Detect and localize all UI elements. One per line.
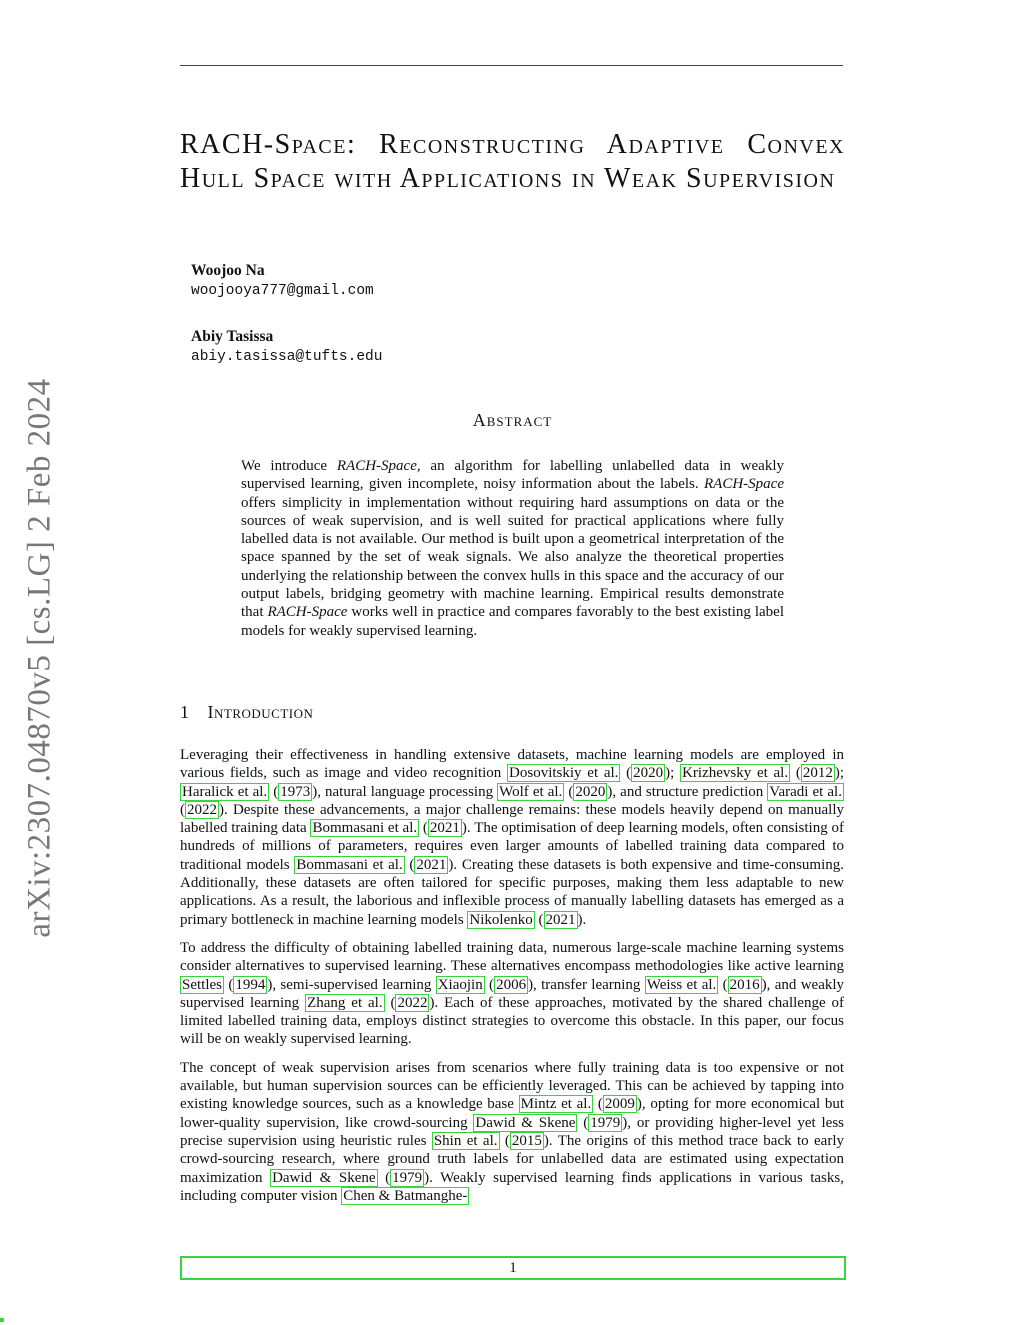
header-rule — [180, 65, 843, 66]
method-name: RACH-Space — [267, 604, 348, 621]
citation-link[interactable]: Xiaojin — [437, 976, 483, 993]
paragraph: Leveraging their effectiveness in handling extensive datasets, machine learning models are employed in various fields, such as image and video recognition Dosovitskiy et al. ( 2020 ); Krizhevsky et al. ( 2012 ); Haralick et al. ( 1973 ), natural language processing Wolf et al. ( 2020 ), and structure prediction Varadi et al. ( 2022 ). Despite these advancements, a major challenge remains: these models heavily depend on manually labelled training data Bommasani et al. ( 2021 ). The optimisation of deep learning models, often consisting of hundreds of millions of parameters, requires even larger amounts of labelled training data compared to traditional models Bommasani et al. ( 2021 ). Creating these datasets is both expensive and time-consuming. Additionally, these datasets are often tailored for specific purposes, making them less adaptable to new applications. As a result, the laborious and inflexible process of manually labelling datasets has emerged as a primary bottleneck in machine learning models Nikolenko ( 2021 ). — [180, 747, 845, 928]
citation-year-link[interactable]: 2012 — [802, 765, 833, 782]
citation-year-link[interactable]: 2022 — [397, 994, 428, 1011]
citation-link[interactable]: Krizhevsky et al. — [682, 765, 789, 782]
citation-year-link[interactable]: 2016 — [729, 976, 760, 993]
citation-year-link[interactable]: 2020 — [575, 783, 606, 800]
body-text — [180, 746, 844, 1215]
citation-link[interactable]: Settles — [182, 976, 222, 993]
citation-link[interactable]: Dawid & Skene — [475, 1114, 576, 1131]
corner-marker — [0, 1318, 4, 1322]
author-block — [191, 327, 382, 367]
citation-link[interactable]: Chen & Batmanghe- — [343, 1187, 468, 1204]
citation-link[interactable]: Shin et al. — [433, 1132, 498, 1149]
citation-link[interactable]: Varadi et al. — [769, 783, 842, 800]
method-name: RACH-Space — [704, 476, 784, 493]
citation-year-link[interactable]: 2022 — [187, 801, 217, 818]
citation-year-link[interactable]: 2021 — [416, 856, 447, 873]
author-email: woojooya777@gmail.com — [191, 283, 374, 299]
citation-link[interactable]: Bommasani et al. — [312, 820, 418, 837]
page-number-link[interactable] — [180, 1256, 846, 1280]
arxiv-side-label — [16, 377, 64, 938]
citation-link[interactable]: Weiss et al. — [646, 976, 717, 993]
abstract-text: We introduce RACH-Space, an algorithm for labelling unlabelled data in weakly supervised learning, given incomplete, noisy information about the labels. RACH-Space offers simplicity in implementation without requiring hard assumptions on data or the sources of weak supervision, and is well suited for practical applications where fully labelled data is not available. Our method is built upon a geometrical interpretation of the space spanned by the set of weak signals. We also analyze the theoretical properties underlying the relationship between the convex hulls in this space and the accuracy of our output labels, bridging geometry with machine learning. Empirical results demonstrate that RACH-Space works well in practice and compares favorably to the best existing label models for weakly supervised learning. — [241, 458, 784, 639]
author-name: Abiy Tasissa — [191, 328, 274, 345]
citation-year-link[interactable]: 2021 — [545, 911, 576, 928]
citation-year-link[interactable]: 1979 — [392, 1169, 423, 1186]
abstract-heading: Abstract — [472, 410, 553, 430]
section-heading — [180, 702, 313, 723]
section-title: Introduction — [207, 702, 314, 722]
citation-link[interactable]: Dosovitskiy et al. — [509, 765, 619, 782]
citation-year-link[interactable]: 2015 — [511, 1132, 542, 1149]
citation-link[interactable]: Nikolenko — [469, 911, 533, 928]
citation-link[interactable]: Dawid & Skene — [272, 1169, 376, 1186]
citation-link[interactable]: Wolf et al. — [499, 783, 563, 800]
citation-link[interactable]: Zhang et al. — [307, 994, 383, 1011]
author-name: Woojoo Na — [191, 262, 265, 279]
citation-year-link[interactable]: 1973 — [280, 783, 311, 800]
citation-link[interactable]: Mintz et al. — [520, 1096, 592, 1113]
page-number: 1 — [509, 1260, 517, 1276]
citation-year-link[interactable]: 2020 — [633, 765, 664, 782]
paper-title: RACH-Space: Reconstructing Adaptive Convex Hull Space with Applications in Weak Supervision — [180, 129, 845, 194]
citation-link[interactable]: Haralick et al. — [182, 783, 268, 800]
section-number: 1 — [180, 702, 190, 722]
citation-year-link[interactable]: 1979 — [590, 1114, 621, 1131]
citation-year-link[interactable]: 2006 — [496, 976, 527, 993]
paragraph: To address the difficulty of obtaining labelled training data, numerous large-scale machine learning systems consider alternatives to supervised learning. These alternatives encompass methodologies like active learning Settles ( 1994 ), semi-supervised learning Xiaojin ( 2006 ), transfer learning Weiss et al. ( 2016 ), and weakly supervised learning Zhang et al. ( 2022 ). Each of these approaches, motivated by the shared challenge of limited labelled training data, employs distinct strategies to overcome this obstacle. In this paper, our focus will be on weakly supervised learning. — [180, 939, 845, 1048]
citation-year-link[interactable]: 2009 — [604, 1096, 635, 1113]
method-name: RACH-Space — [336, 458, 417, 474]
citation-year-link[interactable]: 1994 — [235, 976, 266, 993]
paragraph: The concept of weak supervision arises from scenarios where fully training data is too expensive or not available, but human supervision sources can be efficiently leveraged. This can be achieved by tapping into existing knowledge sources, such as a knowledge base Mintz et al. ( 2009 ), opting for more economical but lower-quality supervision, like crowd-sourcing Dawid & Skene ( 1979 ), or providing higher-level yet less precise supervision using heuristic rules Shin et al. ( 2015 ). The origins of this method trace back to early crowd-sourcing research, where ground truth labels for unlabelled data are estimated using expectation maximization Dawid & Skene ( 1979 ). Weakly supervised learning finds applications in various tasks, including computer vision Chen & Batmanghe- — [180, 1059, 845, 1204]
arxiv-identifier: arXiv:2307.04870v5 [cs.LG] 2 Feb 2024 — [21, 377, 58, 938]
author-email: abiy.tasissa@tufts.edu — [191, 349, 383, 365]
author-block — [191, 261, 374, 301]
citation-link[interactable]: Bommasani et al. — [296, 856, 403, 873]
citation-year-link[interactable]: 2021 — [429, 820, 460, 837]
